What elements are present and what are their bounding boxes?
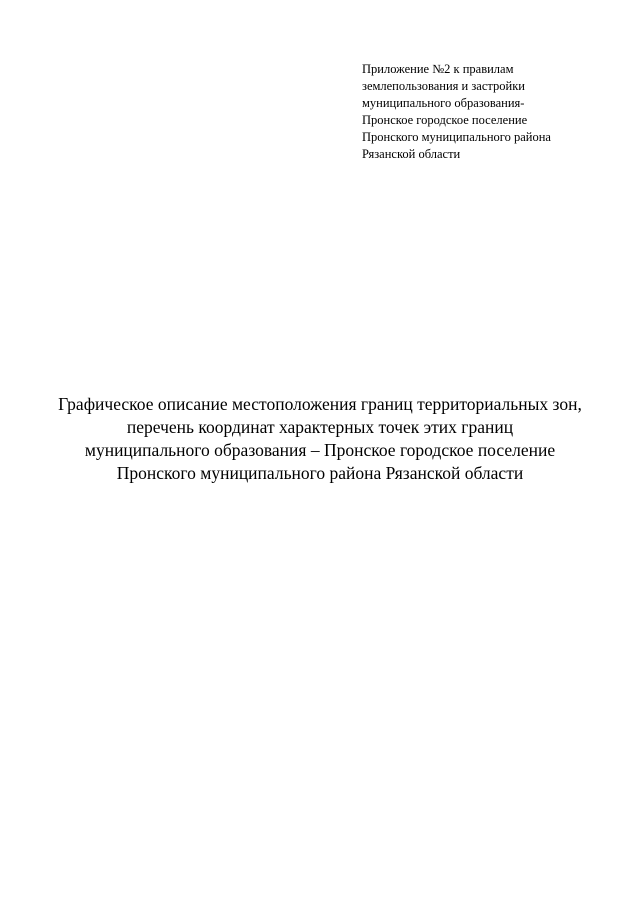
appendix-note-line: Рязанской области	[362, 147, 461, 161]
appendix-note-line: муниципального образования-	[362, 96, 525, 110]
document-title	[0, 393, 640, 485]
appendix-note-line: землепользования и застройки	[362, 79, 525, 93]
document-title-line: Пронского муниципального района Рязанской области	[116, 463, 524, 483]
appendix-note	[362, 61, 622, 163]
appendix-note-line: Приложение №2 к правилам	[362, 62, 514, 76]
document-title-line: муниципального образования – Пронское городское поселение	[84, 440, 556, 460]
appendix-note-line: Пронского муниципального района	[362, 130, 551, 144]
document-title-line: перечень координат характерных точек этих границ	[126, 417, 514, 437]
document-title-line: Графическое описание местоположения границ территориальных зон,	[58, 394, 582, 414]
appendix-note-line: Пронское городское поселение	[362, 113, 528, 127]
